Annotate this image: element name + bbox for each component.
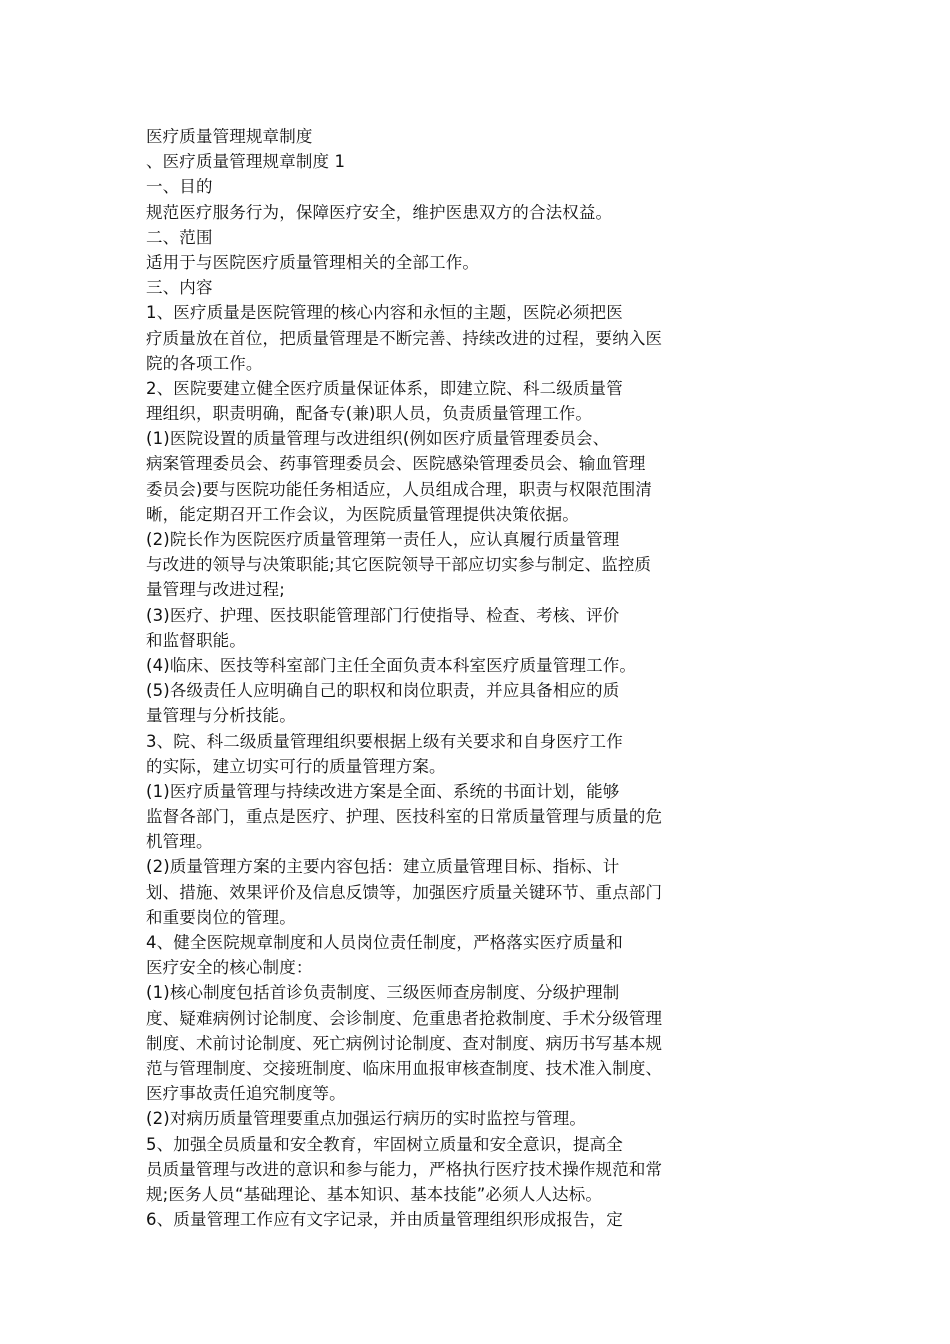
text-line: 规;医务人员“基础理论、基本知识、基本技能”必须人人达标。 xyxy=(146,1184,603,1204)
text-line: 的实际，建立切实可行的质量管理方案。 xyxy=(146,756,446,776)
text-line: 一、目的 xyxy=(146,177,213,197)
document-title: 医疗质量管理规章制度 xyxy=(146,127,313,146)
text-line: 2、医院要建立健全医疗质量保证体系，即建立院、科二级质量管 xyxy=(146,378,623,398)
text-line: 6、质量管理工作应有文字记录，并由质量管理组织形成报告，定 xyxy=(146,1210,623,1230)
text-line: 理组织，职责明确，配备专(兼)职人员，负责质量管理工作。 xyxy=(146,404,593,424)
text-line: 划、措施、效果评价及信息反馈等，加强医疗质量关键环节、重点部门 xyxy=(146,882,663,902)
text-line: 范与管理制度、交接班制度、临床用血报审核查制度、技术准入制度、 xyxy=(146,1058,663,1078)
text-line: 4、健全医院规章制度和人员岗位责任制度，严格落实医疗质量和 xyxy=(146,933,623,952)
text-line: 员质量管理与改进的意识和参与能力，严格执行医疗技术操作规范和常 xyxy=(146,1159,663,1179)
text-line: 量管理与改进过程; xyxy=(146,580,285,600)
text-line: 3、院、科二级质量管理组织要根据上级有关要求和自身医疗工作 xyxy=(146,731,623,751)
text-line: 三、内容 xyxy=(146,278,213,298)
text-line: (5)各级责任人应明确自己的职权和岗位职责，并应具备相应的质 xyxy=(146,681,620,701)
text-line: 医疗安全的核心制度： xyxy=(146,958,313,978)
text-line: 适用于与医院医疗质量管理相关的全部工作。 xyxy=(146,252,479,272)
text-line: 量管理与分析技能。 xyxy=(146,706,296,726)
text-line: 5、加强全员质量和安全教育，牢固树立质量和安全意识，提高全 xyxy=(146,1134,623,1154)
text-line: 疗质量放在首位，把质量管理是不断完善、持续改进的过程，要纳入医 xyxy=(146,328,663,348)
text-line: (1)医院设置的质量管理与改进组织(例如医疗质量管理委员会、 xyxy=(146,429,610,449)
text-line: 委员会)要与医院功能任务相适应，人员组成合理，职责与权限范围清 xyxy=(146,479,653,499)
text-line: 和重要岗位的管理。 xyxy=(146,907,296,927)
text-line: 制度、术前讨论制度、死亡病例讨论制度、查对制度、病历书写基本规 xyxy=(146,1033,663,1053)
text-line: 度、疑难病例讨论制度、会诊制度、危重患者抢救制度、手术分级管理 xyxy=(146,1008,663,1028)
text-line: (2)质量管理方案的主要内容包括：建立质量管理目标、指标、计 xyxy=(146,857,620,877)
text-line: 医疗事故责任追究制度等。 xyxy=(146,1084,346,1104)
text-line: 和监督职能。 xyxy=(146,630,246,650)
text-line: 病案管理委员会、药事管理委员会、医院感染管理委员会、输血管理 xyxy=(146,454,646,474)
text-line: 规范医疗服务行为，保障医疗安全，维护医患双方的合法权益。 xyxy=(146,202,613,222)
text-line: 院的各项工作。 xyxy=(146,353,263,373)
text-line: 、医疗质量管理规章制度 1 xyxy=(146,152,346,172)
text-line: (2)院长作为医院医疗质量管理第一责任人，应认真履行质量管理 xyxy=(146,530,620,549)
text-line: 与改进的领导与决策职能;其它医院领导干部应切实参与制定、监控质 xyxy=(146,555,652,575)
text-line: (4)临床、医技等科室部门主任全面负责本科室医疗质量管理工作。 xyxy=(146,655,637,675)
text-line: (2)对病历质量管理要重点加强运行病历的实时监控与管理。 xyxy=(146,1109,587,1129)
text-line: 晰，能定期召开工作会议，为医院质量管理提供决策依据。 xyxy=(146,504,579,524)
text-line: (1)核心制度包括首诊负责制度、三级医师查房制度、分级护理制 xyxy=(146,983,620,1003)
text-line: 监督各部门，重点是医疗、护理、医技科室的日常质量管理与质量的危 xyxy=(146,807,663,827)
document-body xyxy=(146,124,746,1232)
text-line: 二、范围 xyxy=(146,227,213,247)
text-line: (1)医疗质量管理与持续改进方案是全面、系统的书面计划，能够 xyxy=(146,781,620,801)
text-line: 1、医疗质量是医院管理的核心内容和永恒的主题，医院必须把医 xyxy=(146,303,623,323)
text-line: 机管理。 xyxy=(146,832,213,852)
text-line: (3)医疗、护理、医技职能管理部门行使指导、检查、考核、评价 xyxy=(146,605,620,625)
